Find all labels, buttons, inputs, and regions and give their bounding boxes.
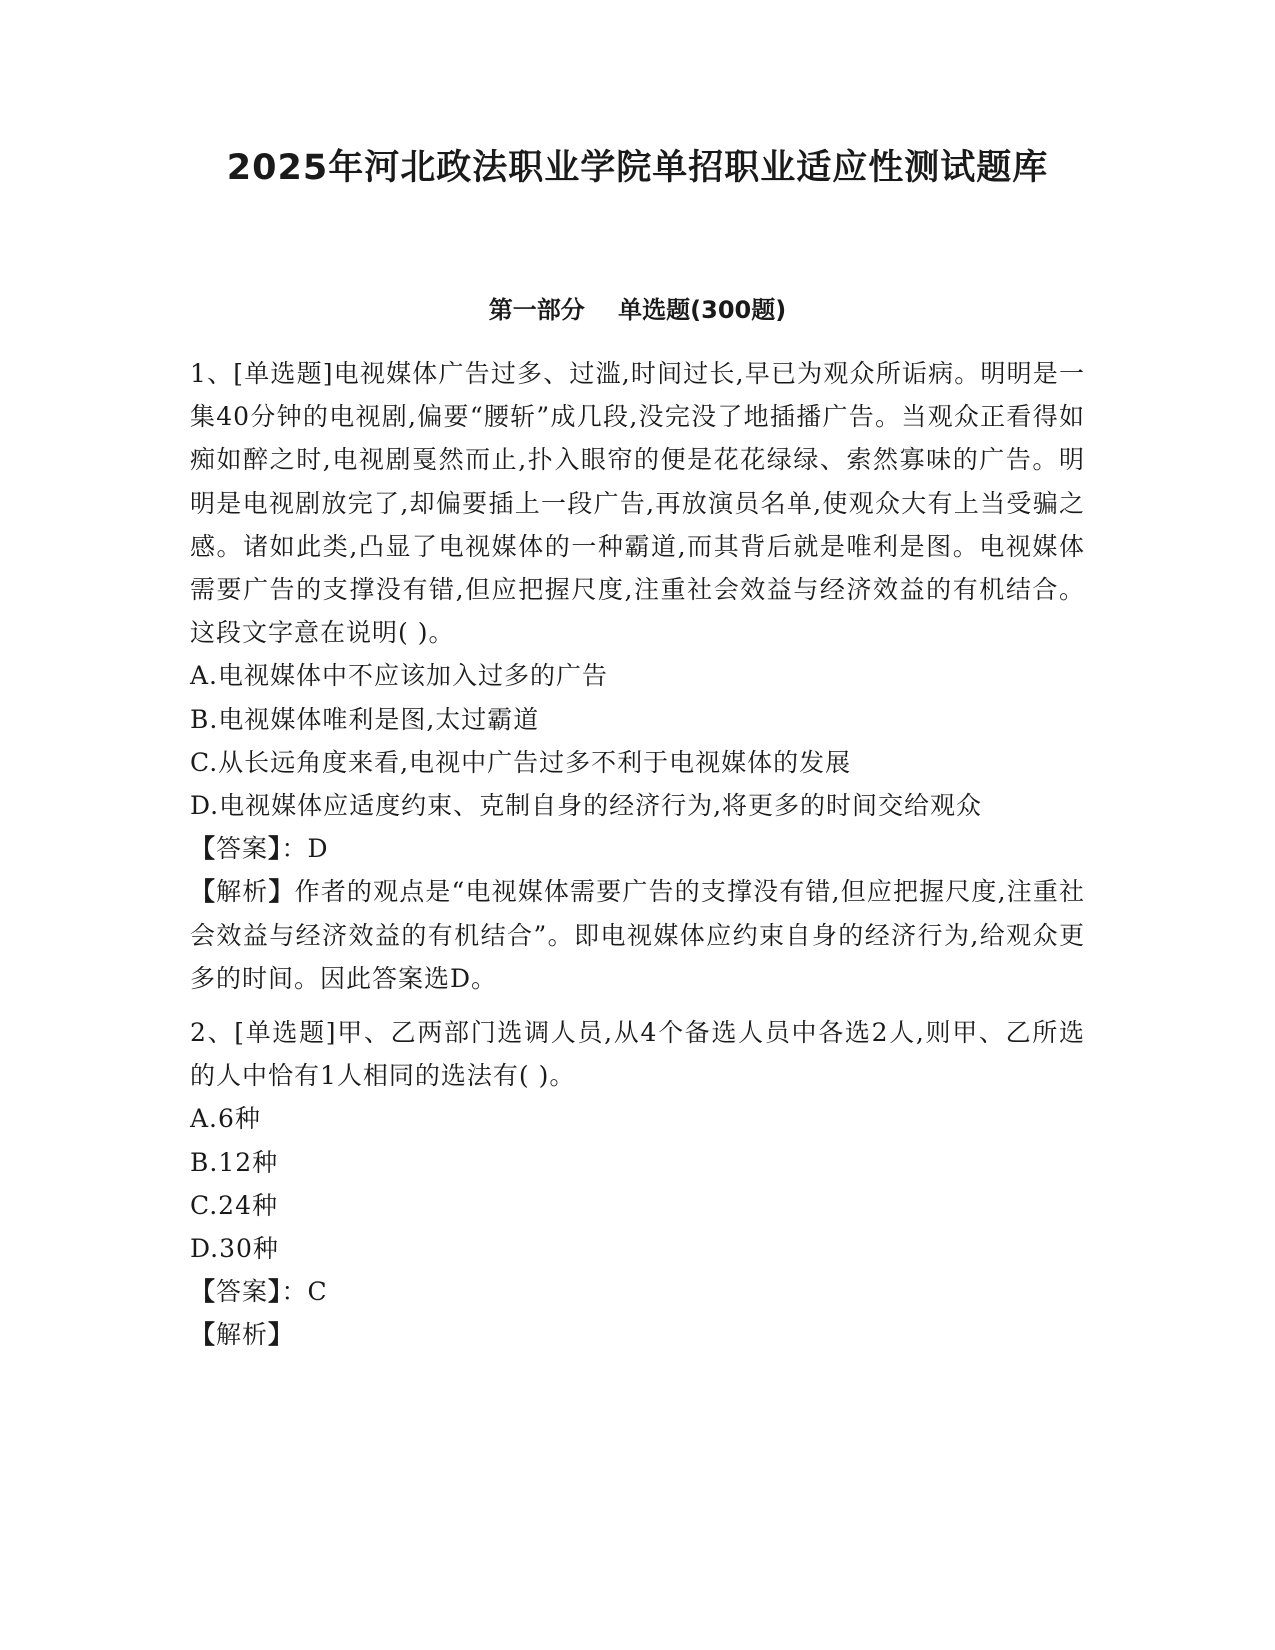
question-1 [190,352,1085,1000]
answer-line: 【答案】：C [190,1277,328,1307]
analysis-label: 解析 [216,1320,269,1350]
option-b: B.电视媒体唯利是图,太过霸道 [190,704,540,734]
question-2 [190,1011,1085,1357]
option-a: A.电视媒体中不应该加入过多的广告 [190,661,609,691]
option-c: C.24种 [190,1190,278,1220]
analysis-text: 作者的观点是“电视媒体需要广告的支撑没有错,但应把握尺度,注重社会效益与经济效益的有机结合”。即电视媒体应约束自身的经济行为,给观众更多的时间。因此答案选D。 [190,877,1085,993]
answer-value: ：C [281,1277,328,1307]
option-b: B.12种 [190,1147,279,1177]
section-title: 第一部分 单选题(300题) [488,296,787,324]
option-a: A.6种 [190,1104,261,1134]
answer-label: 答案 [216,834,269,864]
option-c: C.从长远角度来看,电视中广告过多不利于电视媒体的发展 [190,747,852,777]
question-stem: 2、[单选题]甲、乙两部门选调人员,从4个备选人员中各选2人,则甲、乙所选的人中恰有1人相同的选法有( )。 [190,1018,1085,1091]
question-list [190,352,1085,1368]
answer-value: ：D [281,834,329,864]
analysis-line: 【解析】作者的观点是“电视媒体需要广告的支撑没有错,但应把握尺度,注重社会效益与经济效益的有机结合”。即电视媒体应约束自身的经济行为,给观众更多的时间。因此答案选D。 [190,877,1085,993]
option-d: D.30种 [190,1234,279,1264]
analysis-label: 解析 [216,877,269,907]
option-d: D.电视媒体应适度约束、克制自身的经济行为,将更多的时间交给观众 [190,791,983,821]
question-stem: 1、[单选题]电视媒体广告过多、过滥,时间过长,早已为观众所诟病。明明是一集40分钟的电视剧,偏要“腰斩”成几段,没完没了地插播广告。当观众正看得如痴如醉之时,电视剧戛然而止,扑入眼帘的便是花花绿绿、索然寡味的广告。明明是电视剧放完了,却偏要插上一段广告,再放演员名单,使观众大有上当受骗之感。诸如此类,凸显了电视媒体的一种霸道,而其背后就是唯利是图。电视媒体需要广告的支撑没有错,但应把握尺度,注重社会效益与经济效益的有机结合。这段文字意在说明( )。 [190,359,1085,648]
answer-label: 答案 [216,1277,269,1307]
answer-line: 【答案】：D [190,834,329,864]
document-title: 2025年河北政法职业学院单招职业适应性测试题库 [226,148,1049,188]
analysis-line: 【解析】 [190,1320,295,1350]
